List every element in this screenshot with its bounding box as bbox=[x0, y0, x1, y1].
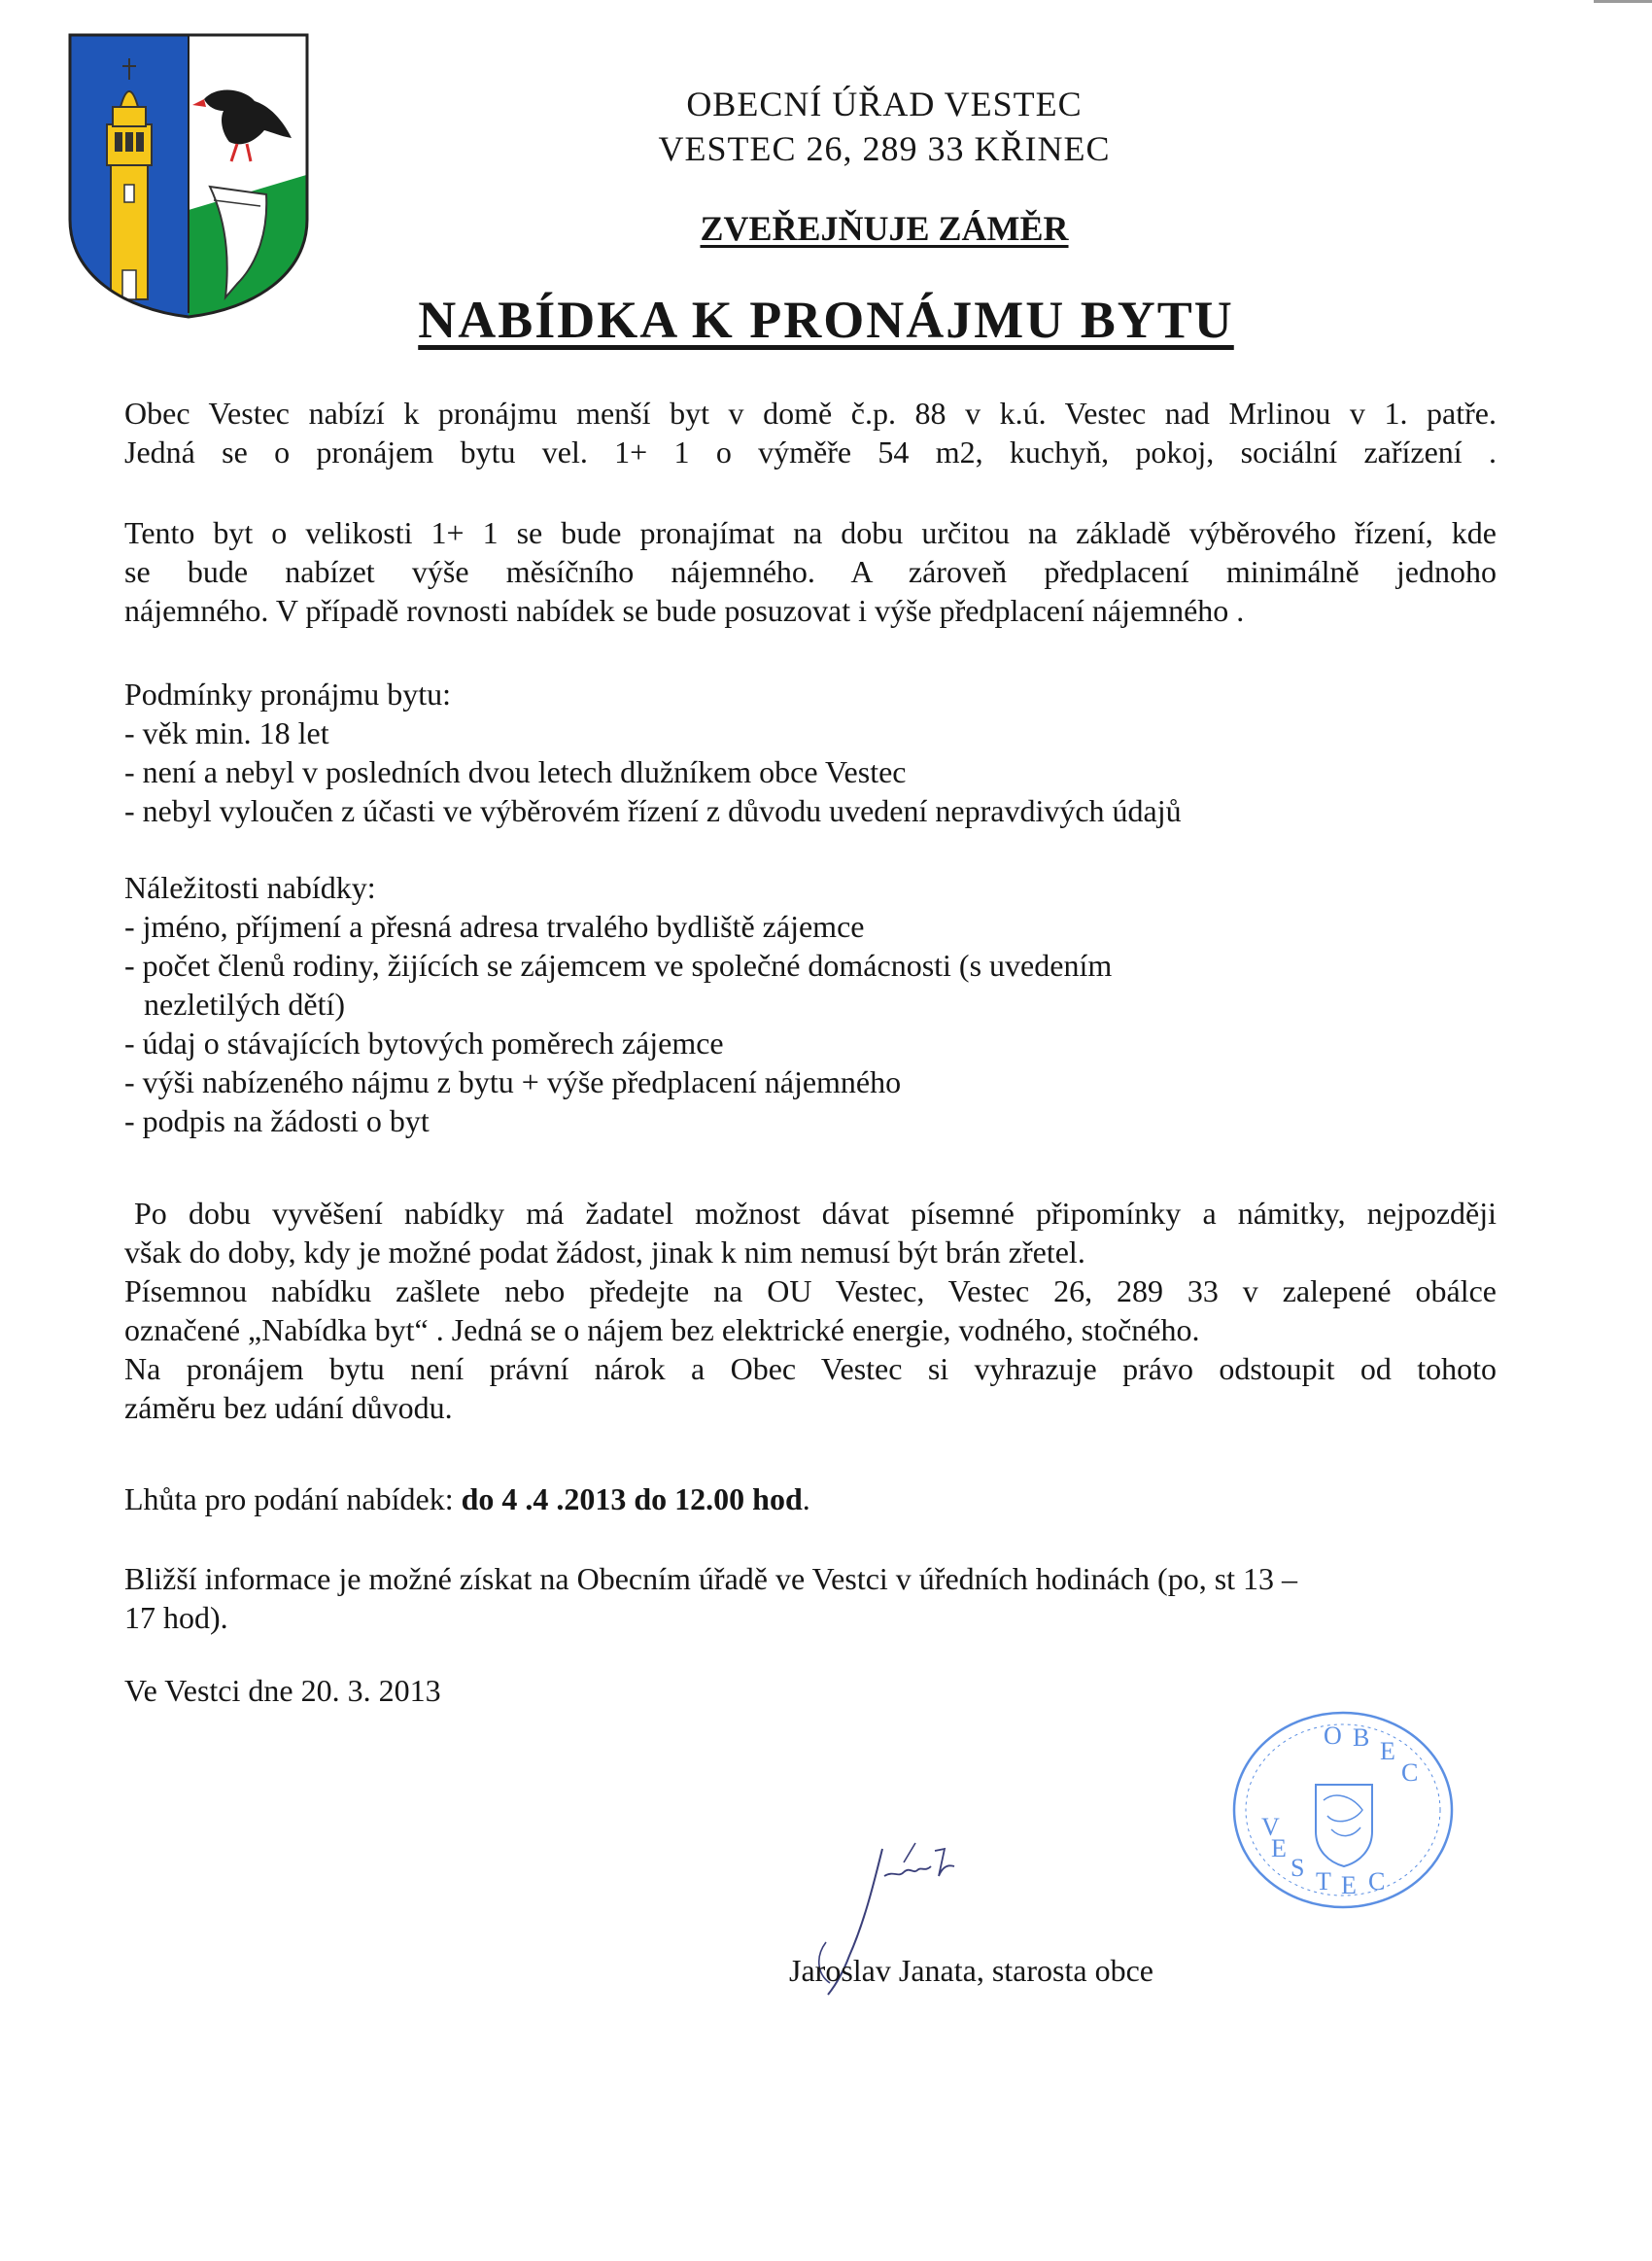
requirement-item: - jméno, příjmení a přesná adresa trvalého bydliště zájemce bbox=[124, 909, 865, 944]
notes-line: Písemnou nabídku zašlete nebo předejte na OU Vestec, Vestec 26, 289 33 v zalepené obálce bbox=[124, 1273, 1497, 1308]
terms-line: nájemného. V případě rovnosti nabídek se bude posuzovat i výše předplacení nájemného . bbox=[124, 593, 1245, 628]
svg-text:E: E bbox=[1380, 1737, 1395, 1765]
notes-line: označené „Nabídka byt“ . Jedná se o nájem bez elektrické energie, vodného, stočného. bbox=[124, 1312, 1200, 1347]
terms-line: se bude nabízet výše měsíčního nájemného. A zároveň předplacení minimálně jednoho bbox=[124, 554, 1497, 589]
requirements-heading: Náležitosti nabídky: bbox=[124, 870, 376, 905]
requirement-item: - počet členů rodiny, žijících se zájemcem ve společné domácnosti (s uvedením bbox=[124, 948, 1113, 983]
terms-paragraph bbox=[124, 513, 1497, 630]
condition-item: - není a nebyl v posledních dvou letech dlužníkem obce Vestec bbox=[124, 754, 907, 789]
notes-line: Na pronájem bytu není právní nárok a Obec Vestec si vyhrazuje právo odstoupit od tohoto bbox=[124, 1351, 1497, 1386]
deadline-end: . bbox=[802, 1481, 810, 1516]
svg-text:E: E bbox=[1341, 1871, 1357, 1899]
info-paragraph bbox=[124, 1559, 1497, 1637]
notes-line: Po dobu vyvěšení nabídky má žadatel možnost dávat písemné připomínky a námitky, nejpozději bbox=[134, 1196, 1497, 1231]
notes-paragraph bbox=[124, 1194, 1497, 1427]
svg-text:V: V bbox=[1261, 1813, 1280, 1841]
coat-of-arms bbox=[64, 29, 313, 321]
intro-line: Jedná se o pronájem bytu vel. 1+ 1 o výměře 54 m2, kuchyň, pokoj, sociální zařízení . bbox=[124, 435, 1497, 470]
requirement-item: - podpis na žádosti o byt bbox=[124, 1103, 430, 1138]
office-address: VESTEC 26, 289 33 KŘINEC bbox=[658, 129, 1111, 168]
requirement-item: - výši nabízeného nájmu z bytu + výše předplacení nájemného bbox=[124, 1064, 902, 1099]
svg-text:S: S bbox=[1291, 1854, 1305, 1882]
intro-line: Obec Vestec nabízí k pronájmu menší byt v domě č.p. 88 v k.ú. Vestec nad Mrlinou v 1. patře. bbox=[124, 396, 1497, 431]
notes-line: záměru bez udání důvodu. bbox=[124, 1390, 453, 1425]
svg-text:C: C bbox=[1401, 1758, 1419, 1787]
condition-item: - nebyl vyloučen z účasti ve výběrovém řízení z důvodu uvedení nepravdivých údajů bbox=[124, 793, 1182, 828]
conditions-section bbox=[124, 675, 1497, 830]
deadline-line bbox=[124, 1479, 1497, 1518]
deadline-label: Lhůta pro podání nabídek: bbox=[124, 1481, 454, 1516]
svg-text:O: O bbox=[1324, 1722, 1342, 1750]
svg-text:T: T bbox=[1316, 1867, 1331, 1896]
scan-edge-mark bbox=[1594, 0, 1652, 3]
svg-text:C: C bbox=[1368, 1867, 1386, 1896]
info-line: Bližší informace je možné získat na Obecním úřadě ve Vestci v úředních hodinách (po, st 13 – bbox=[124, 1561, 1298, 1596]
signatory: Jaroslav Janata, starosta obce bbox=[789, 1953, 1153, 1988]
info-line: 17 hod). bbox=[124, 1600, 228, 1635]
deadline-value: do 4 .4 .2013 do 12.00 hod bbox=[461, 1481, 803, 1516]
notes-line: však do doby, kdy je možné podat žádost, jinak k nim nemusí být brán zřetel. bbox=[124, 1235, 1085, 1270]
requirement-item: - údaj o stávajících bytových poměrech zájemce bbox=[124, 1026, 724, 1061]
svg-text:E: E bbox=[1271, 1834, 1287, 1862]
document-title: NABÍDKA K PRONÁJMU BYTU bbox=[418, 291, 1234, 349]
requirement-item: nezletilých dětí) bbox=[144, 987, 346, 1022]
office-name: OBECNÍ ÚŘAD VESTEC bbox=[686, 85, 1083, 123]
notice-label: ZVEŘEJŇUJE ZÁMĚR bbox=[700, 209, 1069, 248]
requirements-section bbox=[124, 868, 1497, 1140]
svg-text:B: B bbox=[1353, 1723, 1370, 1752]
conditions-heading: Podmínky pronájmu bytu: bbox=[124, 677, 451, 712]
place-date: Ve Vestci dne 20. 3. 2013 bbox=[124, 1673, 441, 1708]
intro-paragraph bbox=[124, 394, 1497, 471]
condition-item: - věk min. 18 let bbox=[124, 715, 329, 750]
terms-line: Tento byt o velikosti 1+ 1 se bude pronajímat na dobu určitou na základě výběrového řízení, kde bbox=[124, 515, 1497, 550]
official-stamp bbox=[1226, 1703, 1460, 1917]
